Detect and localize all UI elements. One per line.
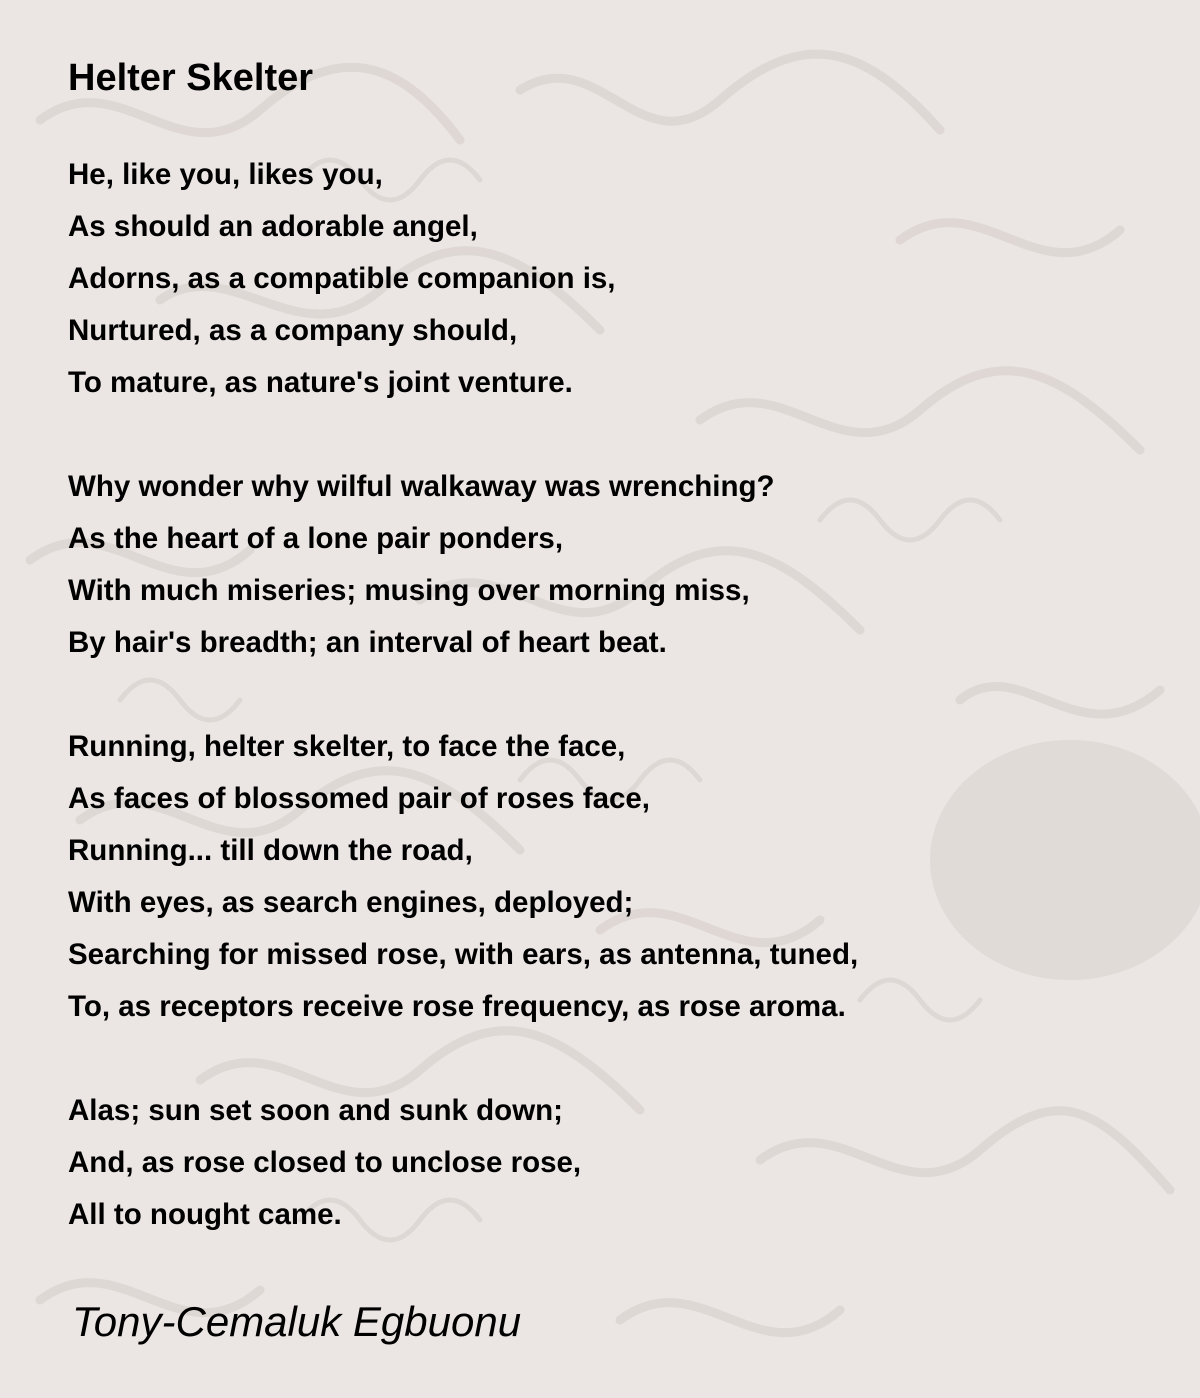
- poem-line: To, as receptors receive rose frequency, as rose aroma.: [68, 990, 846, 1023]
- poem-line: Running... till down the road,: [68, 834, 473, 867]
- poem-line: As faces of blossomed pair of roses face,: [68, 782, 651, 815]
- poem-author: Tony-Cemaluk Egbuonu: [72, 1298, 522, 1345]
- poem-line: By hair's breadth; an interval of heart beat.: [68, 626, 667, 659]
- poem-line: All to nought came.: [68, 1198, 342, 1231]
- poem-line: As should an adorable angel,: [68, 210, 478, 243]
- poem-line: Running, helter skelter, to face the face,: [68, 730, 626, 763]
- poem-title: Helter Skelter: [68, 57, 314, 99]
- stanza-2: [68, 461, 775, 669]
- stanza-3: [68, 721, 858, 1033]
- poem-line: Adorns, as a compatible companion is,: [68, 262, 616, 295]
- poem-line: As the heart of a lone pair ponders,: [68, 522, 564, 555]
- poem-line: He, like you, likes you,: [68, 158, 383, 191]
- poem-line: To mature, as nature's joint venture.: [68, 366, 573, 399]
- poem-line: Why wonder why wilful walkaway was wrenching?: [68, 470, 775, 503]
- stanza-4: [68, 1085, 581, 1241]
- poem-line: And, as rose closed to unclose rose,: [68, 1146, 582, 1179]
- stanza-1: [68, 149, 616, 409]
- poem-line: With much miseries; musing over morning miss,: [68, 574, 750, 607]
- poem-line: Nurtured, as a company should,: [68, 314, 518, 347]
- poem-line: With eyes, as search engines, deployed;: [68, 886, 634, 919]
- poem-line: Searching for missed rose, with ears, as antenna, tuned,: [68, 938, 859, 971]
- poem-line: Alas; sun set soon and sunk down;: [68, 1094, 563, 1127]
